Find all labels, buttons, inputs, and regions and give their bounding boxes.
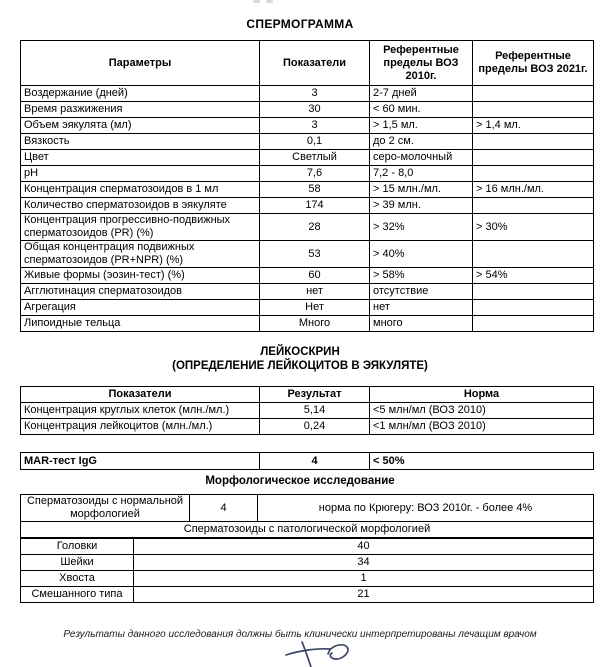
ref-2021: > 16 млн./мл. xyxy=(473,182,594,198)
page-title: СПЕРМОГРАММА xyxy=(246,17,354,31)
table-row xyxy=(21,118,594,134)
param-label: Цвет xyxy=(21,150,260,166)
table-row xyxy=(21,241,594,268)
param-label: Липоидные тельца xyxy=(21,316,260,332)
param-label: Воздержание (дней) xyxy=(21,86,260,102)
cropped-text-remnant xyxy=(266,0,273,3)
param-label: Концентрация сперматозоидов в 1 мл xyxy=(21,182,260,198)
param-value: 58 xyxy=(260,182,370,198)
column-header-indicators: Показатели xyxy=(21,387,260,403)
param-value: 3 xyxy=(260,86,370,102)
leukoscreen-section-title xyxy=(0,345,600,373)
signature-scribble xyxy=(272,641,358,667)
param-value: Светлый xyxy=(260,150,370,166)
spermogram-table xyxy=(20,40,594,332)
ref-2010: < 60 мин. xyxy=(370,102,473,118)
pathology-type-value: 40 xyxy=(134,539,594,555)
normal-morphology-value: 4 xyxy=(190,495,258,522)
param-label: Объем эякулята (мл) xyxy=(21,118,260,134)
ref-2021 xyxy=(473,241,594,268)
ref-2021 xyxy=(473,150,594,166)
column-header-parameters: Параметры xyxy=(21,41,260,86)
ref-2021 xyxy=(473,86,594,102)
ref-2010: много xyxy=(370,316,473,332)
morphology-section-title: Морфологическое исследование xyxy=(205,475,395,487)
pathology-type-label: Хвоста xyxy=(21,571,134,587)
param-value: 53 xyxy=(260,241,370,268)
ref-2021: > 30% xyxy=(473,214,594,241)
ref-2021 xyxy=(473,166,594,182)
table-row xyxy=(21,522,594,538)
column-header-values: Показатели xyxy=(260,41,370,86)
table-row xyxy=(21,571,594,587)
mar-test-table xyxy=(20,452,594,470)
param-label: Общая концентрация подвижных сперматозоидов (PR+NPR) (%) xyxy=(21,241,260,268)
table-row xyxy=(21,284,594,300)
table-row xyxy=(21,102,594,118)
param-value: 60 xyxy=(260,268,370,284)
table-row xyxy=(21,166,594,182)
table-row xyxy=(21,134,594,150)
normal-morphology-norm: норма по Крюгеру: ВОЗ 2010г. - более 4% xyxy=(258,495,594,522)
ref-2010: > 15 млн./мл. xyxy=(370,182,473,198)
table-row xyxy=(21,587,594,603)
ref-2021 xyxy=(473,102,594,118)
indicator-norm: <5 млн/мл (ВОЗ 2010) xyxy=(370,403,594,419)
pathology-type-label: Головки xyxy=(21,539,134,555)
column-header-norm: Норма xyxy=(370,387,594,403)
table-row xyxy=(21,198,594,214)
param-label: Агрегация xyxy=(21,300,260,316)
pathology-type-label: Смешанного типа xyxy=(21,587,134,603)
morphology-pathological-table xyxy=(20,538,594,603)
ref-2010: серо-молочный xyxy=(370,150,473,166)
indicator-result: 0,24 xyxy=(260,419,370,435)
param-value: 7,6 xyxy=(260,166,370,182)
morphology-normal-table xyxy=(20,494,594,538)
ref-2010: отсутствие xyxy=(370,284,473,300)
param-label: Агглютинация сперматозоидов xyxy=(21,284,260,300)
ref-2021 xyxy=(473,134,594,150)
table-row xyxy=(21,555,594,571)
ref-2010: > 1,5 мл. xyxy=(370,118,473,134)
table-row xyxy=(21,495,594,522)
ref-2010: 2-7 дней xyxy=(370,86,473,102)
param-label: Живые формы (эозин-тест) (%) xyxy=(21,268,260,284)
param-value: Нет xyxy=(260,300,370,316)
mar-test-result: 4 xyxy=(260,453,370,470)
param-label: pH xyxy=(21,166,260,182)
param-value: 28 xyxy=(260,214,370,241)
table-row xyxy=(21,86,594,102)
table-row xyxy=(21,300,594,316)
indicator-label: Концентрация круглых клеток (млн./мл.) xyxy=(21,403,260,419)
ref-2021: > 54% xyxy=(473,268,594,284)
table-row xyxy=(21,268,594,284)
normal-morphology-label: Сперматозоиды с нормальной морфологией xyxy=(21,495,190,522)
param-value: 174 xyxy=(260,198,370,214)
table-header-row xyxy=(21,387,594,403)
ref-2021 xyxy=(473,316,594,332)
pathology-type-label: Шейки xyxy=(21,555,134,571)
param-label: Количество сперматозоидов в эякуляте xyxy=(21,198,260,214)
indicator-norm: <1 млн/мл (ВОЗ 2010) xyxy=(370,419,594,435)
table-row xyxy=(21,419,594,435)
ref-2021: > 1,4 мл. xyxy=(473,118,594,134)
signature-strokes xyxy=(286,642,348,667)
table-header-row xyxy=(21,41,594,86)
table-row xyxy=(21,403,594,419)
ref-2010: нет xyxy=(370,300,473,316)
leukoscreen-title-line1: ЛЕЙКОСКРИН xyxy=(260,346,340,358)
param-value: нет xyxy=(260,284,370,300)
pathology-type-value: 34 xyxy=(134,555,594,571)
cropped-text-remnant xyxy=(253,0,260,3)
pathology-type-value: 21 xyxy=(134,587,594,603)
param-value: Много xyxy=(260,316,370,332)
param-label: Вязкость xyxy=(21,134,260,150)
table-row xyxy=(21,316,594,332)
leukoscreen-table xyxy=(20,386,594,435)
ref-2010: > 39 млн. xyxy=(370,198,473,214)
ref-2010: до 2 см. xyxy=(370,134,473,150)
pathology-type-value: 1 xyxy=(134,571,594,587)
ref-2021 xyxy=(473,198,594,214)
table-row xyxy=(21,539,594,555)
param-value: 30 xyxy=(260,102,370,118)
column-header-result: Результат xyxy=(260,387,370,403)
clinical-interpretation-note: Результаты данного исследования должны быть клинически интерпретированы лечащим врачом xyxy=(63,629,537,640)
param-label: Время разжижения xyxy=(21,102,260,118)
mar-test-norm: < 50% xyxy=(370,453,594,470)
table-row xyxy=(21,150,594,166)
param-value: 0,1 xyxy=(260,134,370,150)
param-label: Концентрация прогрессивно-подвижных сперматозоидов (PR) (%) xyxy=(21,214,260,241)
column-header-who-2021: Референтные пределы ВОЗ 2021г. xyxy=(473,41,594,86)
param-value: 3 xyxy=(260,118,370,134)
table-row xyxy=(21,214,594,241)
ref-2010: 7,2 - 8,0 xyxy=(370,166,473,182)
ref-2021 xyxy=(473,284,594,300)
ref-2021 xyxy=(473,300,594,316)
leukoscreen-title-line2: (ОПРЕДЕЛЕНИЕ ЛЕЙКОЦИТОВ В ЭЯКУЛЯТЕ) xyxy=(172,360,428,372)
ref-2010: > 32% xyxy=(370,214,473,241)
indicator-label: Концентрация лейкоцитов (млн./мл.) xyxy=(21,419,260,435)
table-row xyxy=(21,453,594,470)
table-row xyxy=(21,182,594,198)
mar-test-label: MAR-тест IgG xyxy=(21,453,260,470)
ref-2010: > 40% xyxy=(370,241,473,268)
ref-2010: > 58% xyxy=(370,268,473,284)
column-header-who-2010: Референтные пределы ВОЗ 2010г. xyxy=(370,41,473,86)
pathological-morphology-header: Сперматозоиды с патологической морфологией xyxy=(21,522,594,538)
indicator-result: 5,14 xyxy=(260,403,370,419)
